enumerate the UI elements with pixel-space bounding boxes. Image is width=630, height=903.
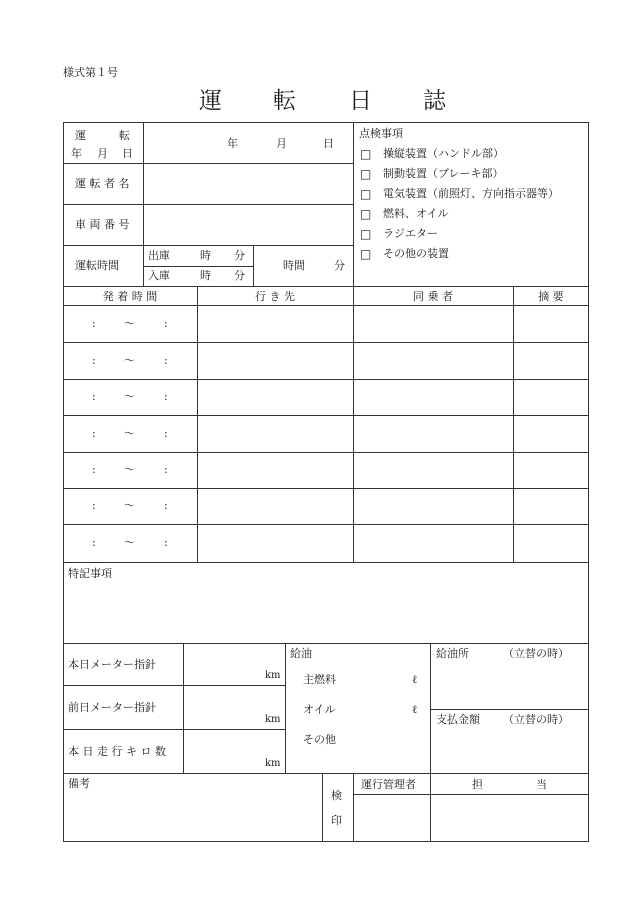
km-unit: km: [265, 670, 281, 681]
destination-cell[interactable]: [198, 416, 353, 452]
time-tilde: 〜: [124, 354, 135, 367]
time-tilde: 〜: [124, 427, 135, 440]
inspection-item-label: 操縦装置（ハンドル部）: [383, 147, 504, 160]
departure-label: 出庫: [148, 249, 170, 262]
today-meter-label: 本日メーター指針: [68, 658, 156, 671]
station-field[interactable]: [431, 664, 588, 709]
title-char: 運: [199, 88, 222, 114]
checkbox-icon[interactable]: □: [360, 187, 372, 201]
right-border: [588, 562, 589, 643]
right-border: [588, 643, 589, 773]
seal-label-char: 検: [331, 789, 342, 802]
minute-unit: 分: [234, 269, 245, 282]
charge-seal-box[interactable]: [431, 795, 588, 841]
passenger-cell[interactable]: [354, 416, 513, 452]
remarks-field[interactable]: [64, 794, 322, 841]
date-label-char: 月: [97, 147, 108, 160]
summary-cell[interactable]: [514, 416, 588, 452]
time-colon: :: [164, 536, 168, 549]
time-tilde: 〜: [124, 536, 135, 549]
date-label-char: 年: [71, 147, 82, 160]
title-char: 転: [273, 88, 296, 114]
passenger-cell[interactable]: [354, 343, 513, 379]
seal-divider: [322, 773, 323, 842]
distance-label: 本 日 走 行 キ ロ 数: [68, 745, 166, 758]
checkbox-icon[interactable]: □: [360, 207, 372, 221]
time-colon: :: [164, 499, 168, 512]
right-border: [588, 122, 589, 286]
checkbox-icon[interactable]: □: [360, 167, 372, 181]
passenger-cell[interactable]: [354, 380, 513, 415]
prev-meter-label: 前日メーター指針: [68, 701, 156, 714]
time-split-line: [143, 266, 253, 267]
manager-label: 運行管理者: [361, 778, 416, 791]
time-divider: [253, 245, 254, 286]
section-divider: [63, 773, 589, 774]
time-colon: :: [164, 390, 168, 403]
time-colon: :: [164, 463, 168, 476]
time-colon: :: [92, 317, 96, 330]
fuel-amount-field[interactable]: [286, 664, 430, 772]
checkbox-icon[interactable]: □: [360, 247, 372, 261]
driving-time-label: 運転時間: [75, 259, 119, 272]
time-tilde: 〜: [124, 317, 135, 330]
summary-cell[interactable]: [514, 380, 588, 415]
summary-cell[interactable]: [514, 306, 588, 342]
section-divider: [63, 643, 589, 644]
driver-name-field[interactable]: [144, 164, 353, 204]
hour-unit: 時: [200, 269, 211, 282]
col-line: [63, 286, 64, 562]
minute-unit: 分: [234, 249, 245, 262]
table-border: [63, 286, 589, 287]
column-header: 発 着 時 間: [102, 290, 158, 303]
charge-label-char: 当: [536, 778, 547, 791]
charge-label-char: 担: [472, 778, 483, 791]
left-border: [63, 643, 64, 773]
inspection-item-label: 制動装置（ブレーキ部）: [383, 167, 504, 180]
summary-cell[interactable]: [514, 489, 588, 524]
passenger-cell[interactable]: [354, 525, 513, 562]
inspection-item-label: 電気装置（前照灯、方向指示器等）: [383, 187, 559, 200]
date-unit: 日: [323, 137, 334, 150]
checkbox-icon[interactable]: □: [360, 227, 372, 241]
time-colon: :: [92, 463, 96, 476]
time-colon: :: [164, 427, 168, 440]
payment-field[interactable]: [431, 730, 588, 773]
main-fuel-label: 主燃料: [303, 673, 336, 686]
date-unit: 月: [276, 137, 287, 150]
time-colon: :: [164, 317, 168, 330]
time-label: 時間: [283, 259, 305, 272]
oil-label: オイル: [303, 703, 336, 716]
title-char: 誌: [423, 88, 446, 114]
time-tilde: 〜: [124, 390, 135, 403]
payment-note: （立替の時）: [503, 713, 569, 726]
driving-label-char: 転: [119, 129, 130, 142]
summary-cell[interactable]: [514, 343, 588, 379]
passenger-cell[interactable]: [354, 306, 513, 342]
column-header: 行 き 先: [255, 290, 295, 303]
right-border: [588, 773, 589, 842]
remarks-label: 備考: [68, 777, 90, 790]
summary-cell[interactable]: [514, 525, 588, 562]
vehicle-number-field[interactable]: [144, 205, 353, 245]
special-notes-label: 特記事項: [68, 567, 112, 580]
column-header: 摘 要: [538, 290, 564, 303]
station-label: 給油所: [436, 647, 469, 660]
liter-unit: ℓ: [412, 703, 418, 716]
column-header: 同 乗 者: [413, 290, 453, 303]
time-colon: :: [164, 354, 168, 367]
passenger-cell[interactable]: [354, 489, 513, 524]
fuel-heading: 給油: [290, 647, 312, 660]
special-notes-field[interactable]: [64, 584, 588, 642]
station-note: （立替の時）: [503, 647, 569, 660]
liter-unit: ℓ: [412, 673, 418, 686]
time-colon: :: [92, 499, 96, 512]
destination-cell[interactable]: [198, 453, 353, 488]
date-label-char: 日: [122, 147, 133, 160]
row-divider: [63, 245, 354, 246]
destination-cell[interactable]: [198, 525, 353, 562]
other-fuel-label: その他: [303, 733, 336, 746]
payment-label: 支払金額: [436, 713, 480, 726]
time-colon: :: [92, 354, 96, 367]
destination-cell[interactable]: [198, 380, 353, 415]
manager-seal-box[interactable]: [354, 795, 430, 841]
summary-cell[interactable]: [514, 453, 588, 488]
checkbox-icon[interactable]: □: [360, 147, 372, 161]
bottom-border: [63, 841, 589, 842]
table-border: [63, 562, 589, 563]
inspection-heading: 点検事項: [359, 127, 403, 140]
time-colon: :: [92, 536, 96, 549]
km-unit: km: [265, 758, 281, 769]
hour-unit: 時: [200, 249, 211, 262]
driving-date-field[interactable]: [144, 123, 353, 163]
seal-label-char: 印: [331, 814, 342, 827]
passenger-cell[interactable]: [354, 453, 513, 488]
station-split-line: [430, 709, 589, 710]
inspection-item-label: 燃料、オイル: [383, 207, 449, 220]
date-unit: 年: [227, 137, 238, 150]
col-line: [588, 286, 589, 562]
destination-cell[interactable]: [198, 489, 353, 524]
time-colon: :: [92, 390, 96, 403]
inspection-item-label: その他の装置: [383, 247, 449, 260]
km-unit: km: [265, 714, 281, 725]
form-number: 様式第１号: [63, 66, 118, 79]
time-colon: :: [92, 427, 96, 440]
destination-cell[interactable]: [198, 306, 353, 342]
destination-cell[interactable]: [198, 343, 353, 379]
driving-label-char: 運: [75, 129, 86, 142]
time-tilde: 〜: [124, 463, 135, 476]
vehicle-number-label: 車 両 番 号: [75, 218, 130, 231]
inspection-item-label: ラジエター: [383, 227, 438, 240]
title-char: 日: [349, 88, 372, 114]
time-minute-unit: 分: [334, 259, 345, 272]
entry-label: 入庫: [148, 269, 170, 282]
time-tilde: 〜: [124, 499, 135, 512]
driver-name-label: 運 転 者 名: [75, 177, 130, 190]
